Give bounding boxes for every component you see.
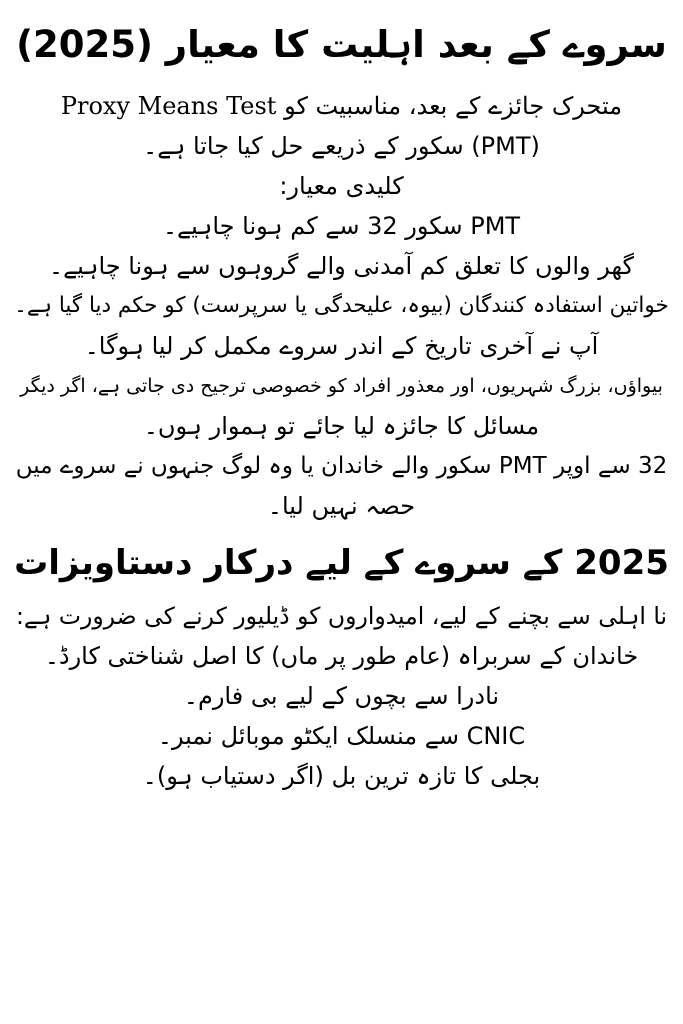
ineligible-line-1: 32 سے اوپر PMT سکور والے خاندان یا وہ لوگ جنہوں نے سروے میں — [15, 453, 668, 479]
priority-groups-line-1: بیواؤں، بزرگ شہریوں، اور معذور افراد کو خصوصی ترجیح دی جاتی ہے، اگر دیگر — [20, 375, 663, 397]
ineligible-line-2: حصہ نہیں لیا۔ — [267, 492, 416, 520]
pmt-intro-line-2: (PMT) سکور کے ذریعے حل کیا جاتا ہے۔ — [143, 132, 540, 160]
priority-groups-line-2: مسائل کا جائزہ لیا جائے تو ہموار ہوں۔ — [143, 412, 540, 440]
required-documents-heading: 2025 کے سروے کے لیے درکار دستاویزات — [14, 543, 669, 583]
criterion-female-beneficiaries: خواتین استفادہ کنندگان (بیوہ، علیحدگی یا سرپرست) کو حکم دیا گیا ہے۔ — [14, 293, 669, 318]
document-cnic-head: خاندان کے سربراہ (عام طور پر ماں) کا اصل شناختی کارڈ۔ — [44, 642, 639, 670]
document-b-form: نادرا سے بچوں کے لیے بی فارم۔ — [183, 682, 500, 710]
pmt-intro-line-1: متحرک جائزے کے بعد، مناسبیت کو Proxy Means Test — [60, 92, 623, 120]
criterion-low-income: گھر والوں کا تعلق کم آمدنی والے گروہوں سے ہونا چاہیے۔ — [49, 252, 634, 280]
documents-intro: نا اہلی سے بچنے کے لیے، امیدواروں کو ڈیلیور کرنے کی ضرورت ہے: — [15, 602, 668, 630]
criterion-pmt-score: PMT سکور 32 سے کم ہونا چاہیے۔ — [162, 212, 521, 240]
document-mobile-number: CNIC سے منسلک ایکٹو موبائل نمبر۔ — [157, 722, 526, 750]
key-criteria-label: کلیدی معیار: — [279, 172, 404, 200]
eligibility-criteria-heading: سروے کے بعد اہلیت کا معیار (2025) — [16, 23, 667, 66]
document-electricity-bill: بجلی کا تازہ ترین بل (اگر دستیاب ہو)۔ — [142, 762, 541, 790]
criterion-survey-deadline: آپ نے آخری تاریخ کے اندر سروے مکمل کر لیا ہوگا۔ — [84, 332, 599, 360]
